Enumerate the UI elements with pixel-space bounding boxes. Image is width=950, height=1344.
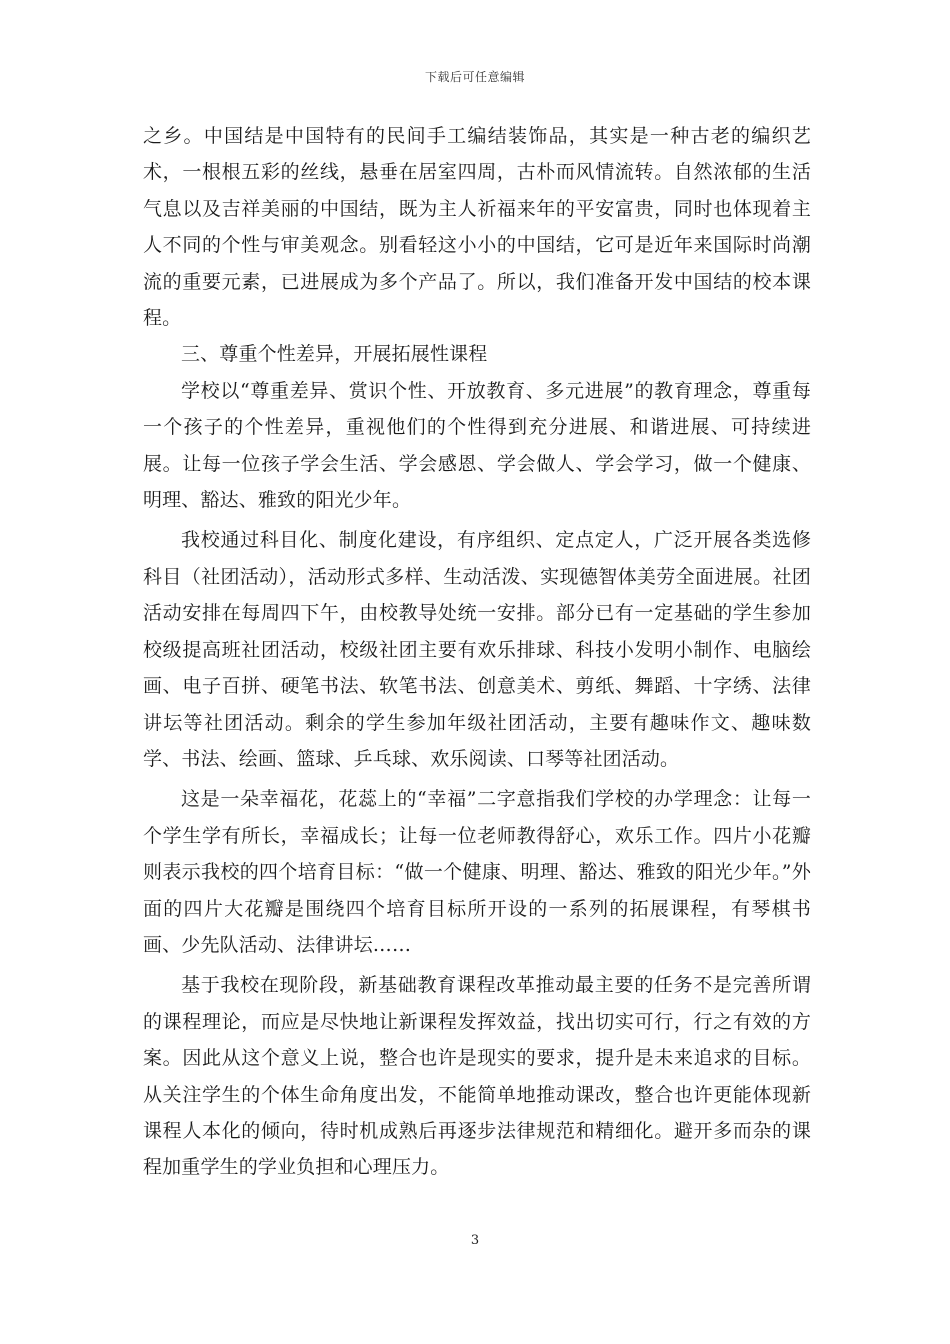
paragraph-happiness-flower: 这是一朵幸福花，花蕊上的“幸福”二字意指我们学校的办学理念：让每一个学生学有所长，幸福成长；让每一位老师教得舒心，欢乐工作。四片小花瓣则表示我校的四个培育目标：“做一个健康、明理、豁达、雅致的阳光少年。”外面的四片大花瓣是围绕四个培育目标所开设的一系列的拓展课程，有琴棋书画、少先队活动、法律讲坛…… <box>143 788 811 956</box>
paragraph-education-philosophy: 学校以“尊重差异、赏识个性、开放教育、多元进展”的教育理念，尊重每一个孩子的个性差异，重视他们的个性得到充分进展、和谐进展、可持续进展。让每一位孩子学会生活、学会感恩、学会做人、学会学习，做一个健康、明理、豁达、雅致的阳光少年。 <box>143 379 811 512</box>
section-heading: 三、尊重个性差异，开展拓展性课程 <box>181 343 488 366</box>
page-number: 3 <box>470 1233 480 1248</box>
page-header: 下载后可任意编辑 <box>424 70 525 84</box>
document-body <box>143 118 811 1186</box>
paragraph-club-activities: 我校通过科目化、制度化建设，有序组织、定点定人，广泛开展各类选修科目（社团活动），活动形式多样、生动活泼、实现德智体美劳全面进展。社团活动安排在每周四下午，由校教导处统一安排。部分已有一定基础的学生参加校级提高班社团活动，校级社团主要有欢乐排球、科技小发明小制作、电脑绘画、电子百拼、硬笔书法、软笔书法、创意美术、剪纸、舞蹈、十字绣、法律讲坛等社团活动。剩余的学生参加年级社团活动，主要有趣味作文、趣味数学、书法、绘画、篮球、乒乓球、欢乐阅读、口琴等社团活动。 <box>143 529 811 770</box>
paragraph-curriculum-integration: 基于我校在现阶段，新基础教育课程改革推动最主要的任务不是完善所谓的课程理论，而应是尽快地让新课程发挥效益，找出切实可行，行之有效的方案。因此从这个意义上说，整合也许是现实的要求，提升是未来追求的目标。从关注学生的个体生命角度出发，不能简单地推动课改，整合也许更能体现新课程人本化的倾向，待时机成熟后再逐步法律规范和精细化。避开多而杂的课程加重学生的学业负担和心理压力。 <box>143 974 811 1179</box>
paragraph-continuation: 之乡。中国结是中国特有的民间手工编结装饰品，其实是一种古老的编织艺术，一根根五彩的丝线，悬垂在居室四周，古朴而风情流转。自然浓郁的生活气息以及吉祥美丽的中国结，既为主人祈福来年的平安富贵，同时也体现着主人不同的个性与审美观念。别看轻这小小的中国结，它可是近年来国际时尚潮流的重要元素，已进展成为多个产品了。所以，我们准备开发中国结的校本课程。 <box>143 125 811 330</box>
